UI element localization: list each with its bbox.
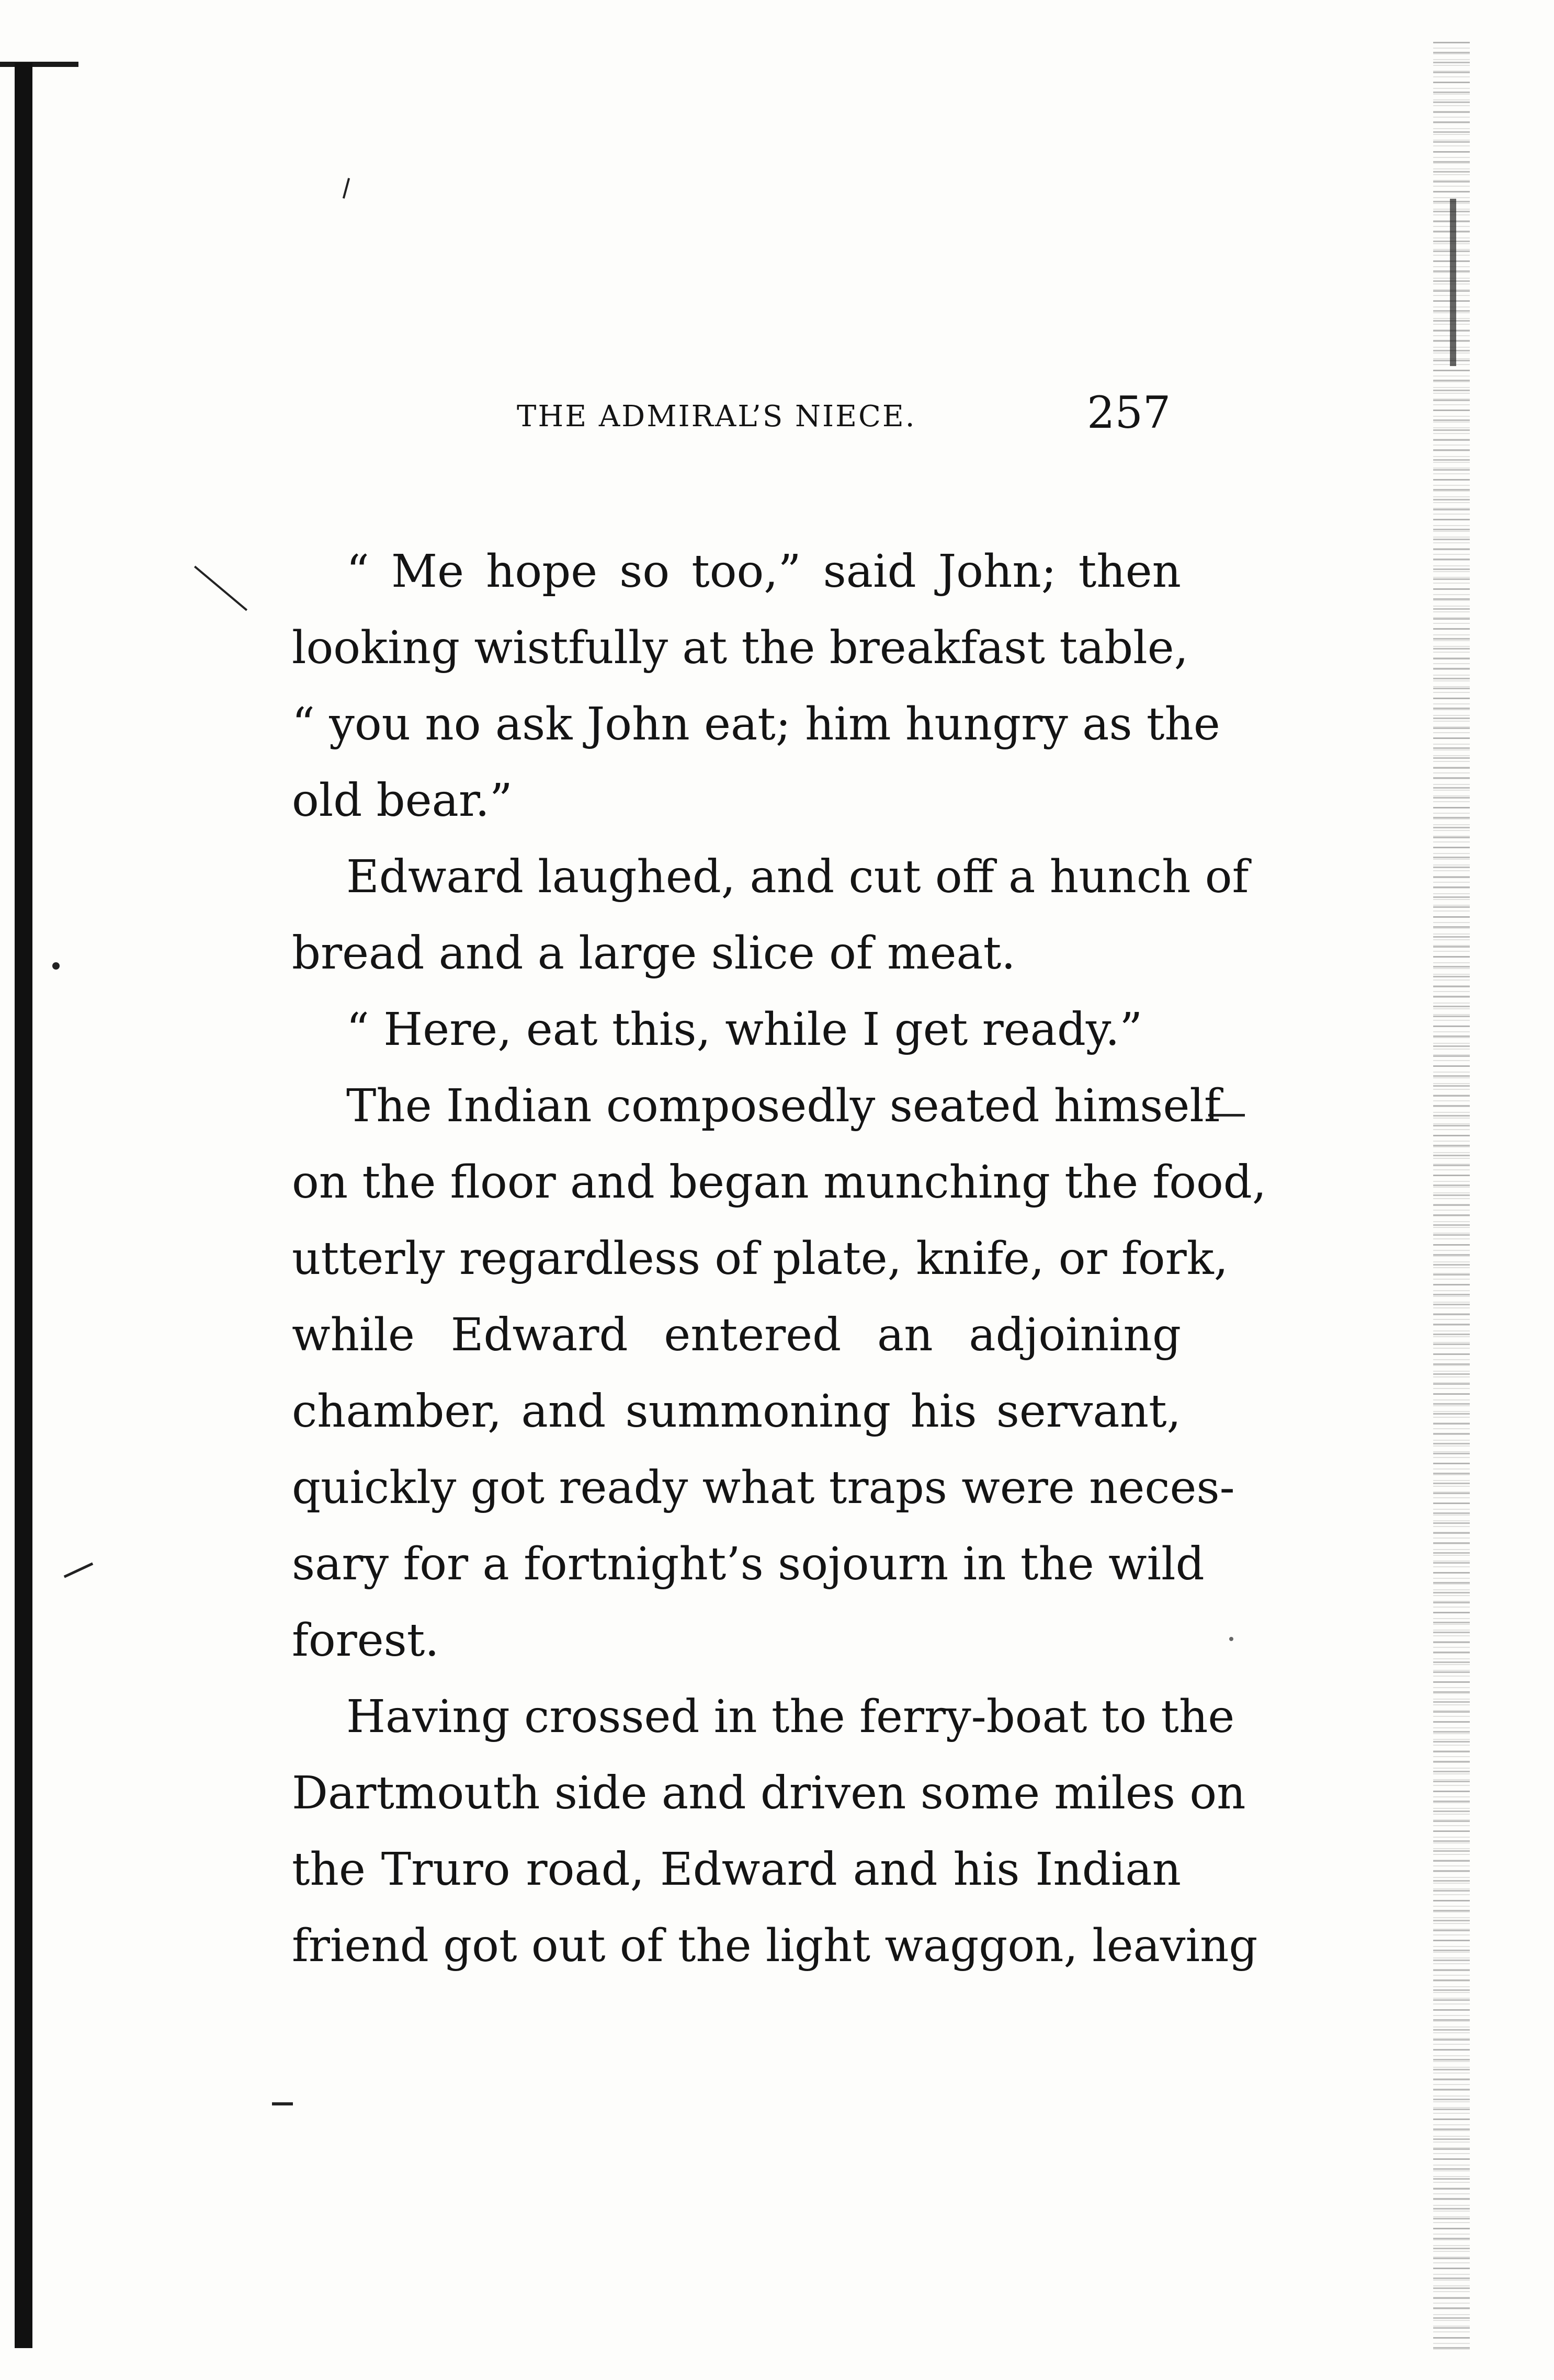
text-line: looking wistfully at the breakfast table,: [292, 622, 1188, 674]
text-line: Dartmouth side and driven some miles on: [292, 1767, 1246, 1819]
scan-mark: [64, 1563, 93, 1578]
text-line: “ Me hope so too,” said John; then: [346, 545, 1181, 598]
running-title: THE ADMIRAL’S NIECE.: [517, 400, 916, 434]
running-header: [292, 387, 1181, 450]
binding-edge: [15, 63, 32, 2348]
text-line: old bear.”: [292, 775, 513, 827]
text-line: utterly regardless of plate, knife, or fork,: [292, 1233, 1229, 1285]
body-text: [292, 533, 1267, 1984]
scan-mark: [52, 962, 60, 970]
text-line: the Truro road, Edward and his Indian: [292, 1843, 1181, 1896]
scan-mark: [272, 2102, 293, 2105]
page-number: 257: [1087, 387, 1171, 438]
text-line: Having crossed in the ferry-boat to the: [346, 1691, 1235, 1743]
text-line: “ Here, eat this, while I get ready.”: [346, 1004, 1143, 1056]
text-line: on the floor and began munching the food,: [292, 1156, 1267, 1209]
text-line: The Indian composedly seated himself: [346, 1080, 1221, 1132]
text-line: Edward laughed, and cut off a hunch of: [346, 851, 1249, 903]
text-line: sary for a fortnight’s sojourn in the wild: [292, 1538, 1205, 1590]
page-edge-shadow: [1450, 199, 1456, 366]
text-line: chamber, and summoning his servant,: [292, 1385, 1181, 1438]
text-line: “ you no ask John eat; him hungry as the: [292, 698, 1220, 750]
text-line: while Edward entered an adjoining: [292, 1309, 1181, 1361]
text-line: quickly got ready what traps were neces-: [292, 1462, 1235, 1514]
text-line: friend got out of the light waggon, leaving: [292, 1920, 1258, 1972]
text-line: forest.: [292, 1614, 439, 1667]
text-line: bread and a large slice of meat.: [292, 927, 1016, 980]
page-edge-speckle: [1433, 42, 1470, 2353]
scan-mark: [194, 566, 247, 611]
binding-top-edge: [0, 62, 78, 67]
scan-mark: [1229, 1637, 1233, 1641]
scan-mark: [343, 178, 350, 199]
